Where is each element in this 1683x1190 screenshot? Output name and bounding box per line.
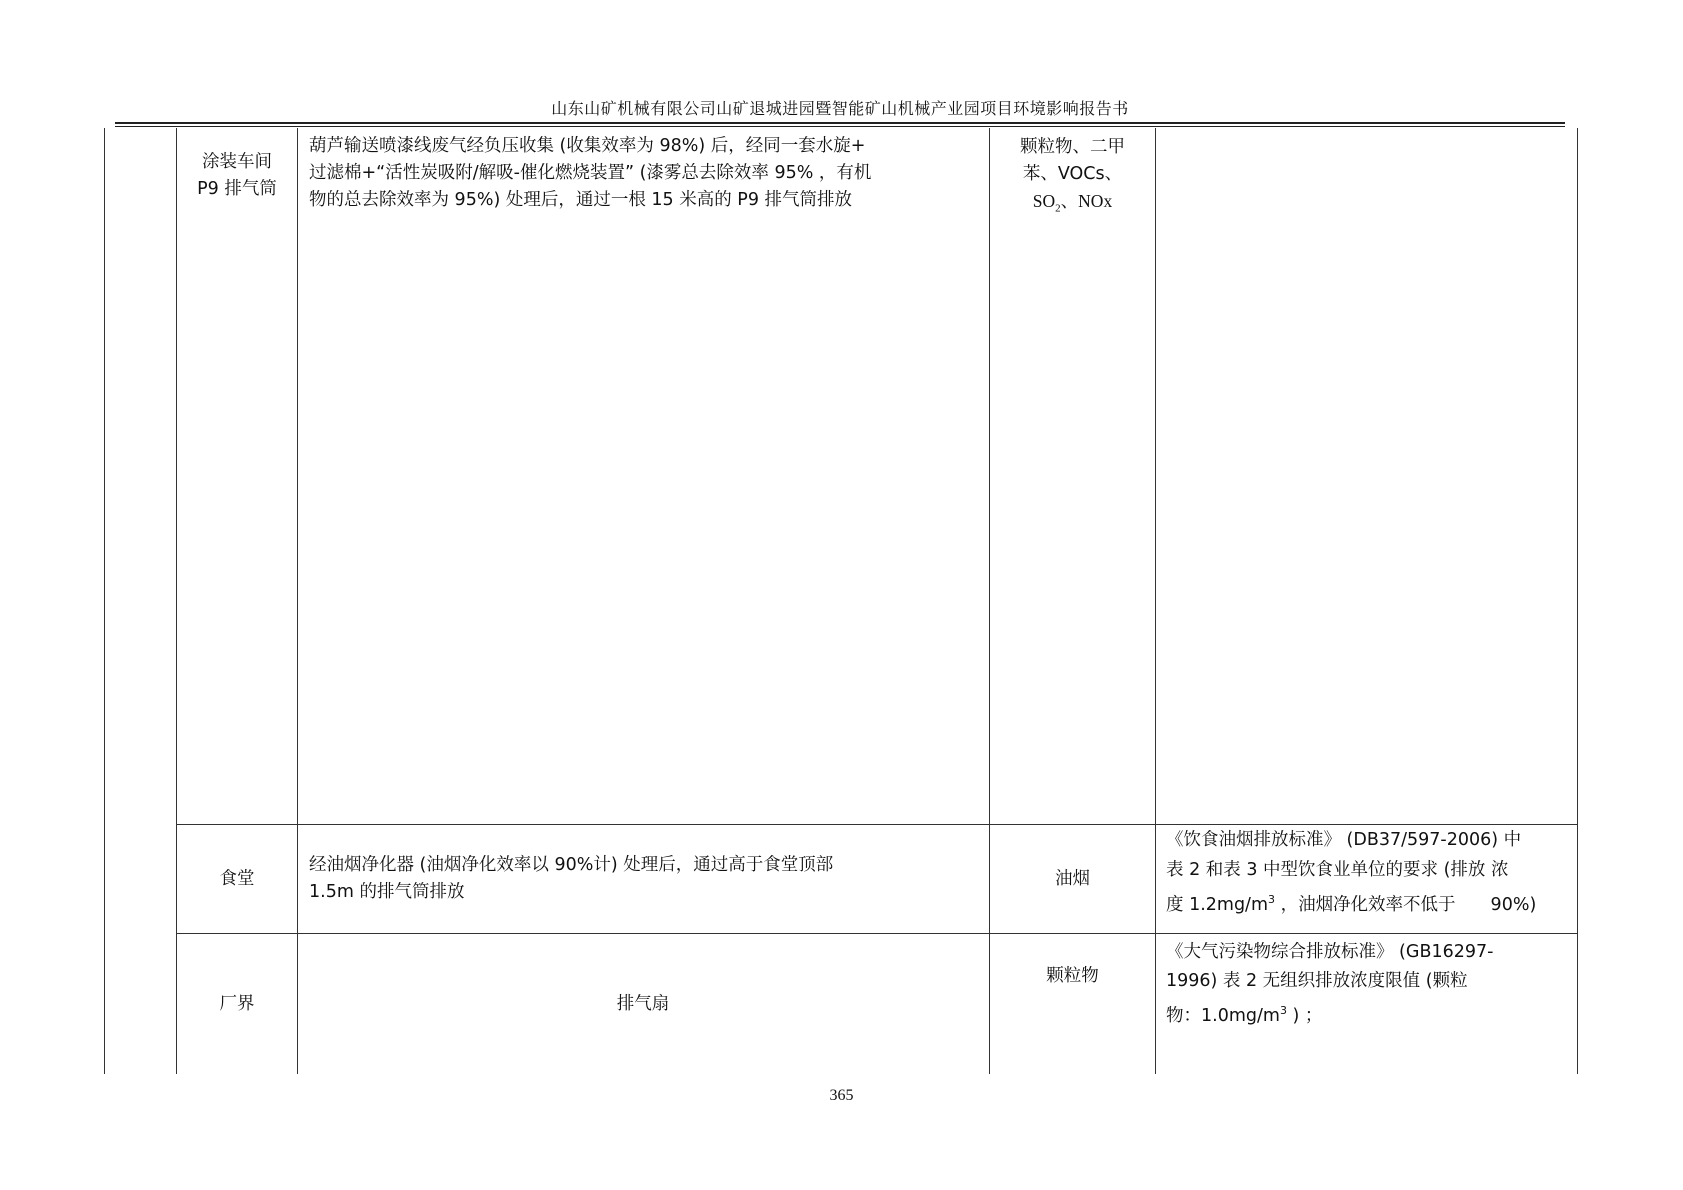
pollutant-cell bbox=[990, 134, 1155, 223]
treatment-measure-text: 1.5m 的排气筒排放 bbox=[309, 882, 465, 902]
treatment-measure-text: 过滤棉+“活性炭吸附/解吸-催化燃烧装置” (漆雾总去除效率 95% ，有机 bbox=[309, 163, 872, 183]
emission-standard-text: 物：$1.0mg/m^3$ ) ； bbox=[1166, 1004, 1323, 1026]
treatment-measure-cell bbox=[309, 852, 984, 906]
pollutant-cell: 颗粒物 bbox=[1046, 966, 1099, 986]
emission-source-text: 涂装车间 bbox=[202, 152, 272, 172]
treatment-measure-text: 物的总去除效率为 95%) 处理后，通过一根 15 米高的 P9 排气筒排放 bbox=[309, 190, 853, 210]
table-border-left bbox=[104, 128, 105, 1074]
emission-standard-text: 《大气污染物综合排放标准》 (GB16297- bbox=[1166, 942, 1494, 962]
treatment-measure-cell bbox=[309, 133, 984, 214]
emission-standard-text: 表 2 和表 3 中型饮食业单位的要求 (排放 浓 bbox=[1166, 860, 1509, 880]
table-row-divider bbox=[176, 933, 1577, 934]
pollutant-text: $SO_2$、NOx bbox=[1032, 191, 1113, 215]
table-border-right bbox=[1577, 128, 1578, 1074]
emission-source-text: P9 排气筒 bbox=[197, 179, 277, 199]
page-number: 365 bbox=[829, 1087, 854, 1104]
emission-source-cell: 食堂 bbox=[219, 869, 255, 889]
emission-standard-text: 《饮食油烟排放标准》 (DB37/597-2006) 中 bbox=[1166, 830, 1522, 850]
header-rule bbox=[115, 122, 1565, 127]
document-header: 山东山矿机械有限公司山矿退城进园暨智能矿山机械产业园项目环境影响报告书 bbox=[551, 99, 1129, 118]
emission-standard-text: 度 $1.2mg/m^3$ ，油烟净化效率不低于 90%) bbox=[1166, 893, 1537, 915]
treatment-measure-cell: 排气扇 bbox=[616, 994, 670, 1014]
emission-standard-cell bbox=[1166, 938, 1571, 1031]
emission-source-cell bbox=[177, 149, 297, 203]
treatment-measure-text: 经油烟净化器 (油烟净化效率以 90%计) 处理后，通过高于食堂顶部 bbox=[309, 855, 834, 875]
treatment-measure-text: 葫芦输送喷漆线废气经负压收集 (收集效率为 98%) 后，经同一套水旋+ bbox=[309, 136, 866, 156]
emission-source-cell: 厂界 bbox=[219, 994, 255, 1014]
pollutant-text: 苯、VOCs、 bbox=[1022, 164, 1123, 184]
pollutant-cell: 油烟 bbox=[1055, 869, 1090, 889]
emission-standard-cell bbox=[1166, 825, 1571, 920]
emission-standard-text: 1996) 表 2 无组织排放浓度限值 (颗粒 bbox=[1166, 971, 1468, 991]
pollutant-text: 颗粒物、二甲 bbox=[1020, 137, 1125, 157]
